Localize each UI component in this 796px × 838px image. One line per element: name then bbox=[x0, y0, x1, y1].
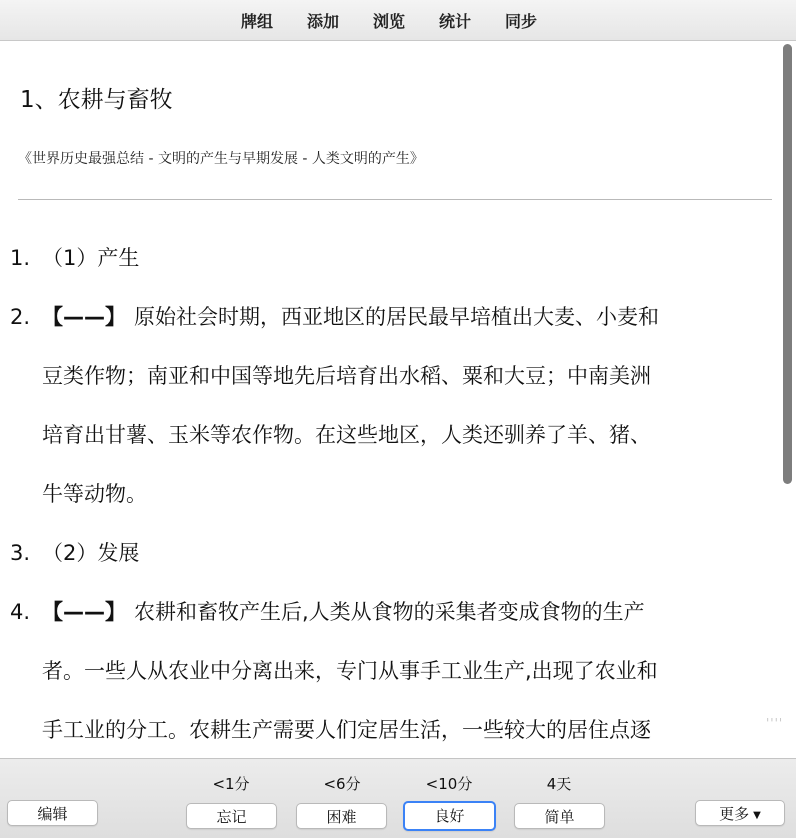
menu-decks[interactable]: 牌组 bbox=[240, 11, 273, 31]
list-item bbox=[10, 642, 775, 701]
menu-sync[interactable]: 同步 bbox=[505, 11, 538, 31]
menu-stats[interactable]: 统计 bbox=[439, 11, 472, 31]
cloze-bracket: 【——】 bbox=[42, 600, 126, 624]
review-bar bbox=[0, 758, 796, 838]
list-item bbox=[10, 229, 775, 288]
card-title: 1、农耕与畜牧 bbox=[20, 87, 173, 113]
list-number bbox=[10, 347, 42, 406]
list-number: 2. bbox=[10, 305, 31, 329]
interval-again: <1分 bbox=[212, 775, 250, 793]
list-item bbox=[10, 701, 775, 757]
list-item bbox=[10, 465, 775, 524]
card-content bbox=[0, 41, 784, 757]
chevron-down-icon: ▼ bbox=[753, 810, 761, 821]
list-item bbox=[10, 406, 775, 465]
more-button[interactable] bbox=[695, 800, 785, 826]
interval-hard: <6分 bbox=[323, 775, 361, 793]
again-button[interactable]: 忘记 bbox=[186, 803, 277, 829]
cloze-bracket: 【——】 bbox=[42, 305, 126, 329]
list-text: （2）发展 bbox=[42, 541, 140, 565]
list-text: （1）产生 bbox=[42, 246, 140, 270]
main-menu bbox=[224, 9, 554, 32]
answer-list bbox=[10, 229, 775, 757]
list-number: 4. bbox=[10, 600, 31, 624]
list-number: 1. bbox=[10, 246, 31, 270]
list-text: 培育出甘薯、玉米等农作物。在这些地区，人类还驯养了羊、猪、 bbox=[42, 423, 651, 447]
resize-grip-icon[interactable]: '''' bbox=[766, 716, 784, 730]
good-button[interactable]: 良好 bbox=[403, 801, 496, 831]
list-text: 【——】 农耕和畜牧产生后,人类从食物的采集者变成食物的生产 bbox=[42, 600, 645, 624]
question-answer-divider bbox=[18, 199, 772, 200]
list-number bbox=[10, 465, 42, 524]
list-number bbox=[10, 642, 42, 701]
scrollbar-thumb[interactable] bbox=[783, 44, 792, 484]
list-item bbox=[10, 524, 775, 583]
edit-button[interactable]: 编辑 bbox=[7, 800, 98, 826]
list-item bbox=[10, 288, 775, 347]
easy-button[interactable]: 简单 bbox=[514, 803, 605, 829]
menu-browse[interactable]: 浏览 bbox=[372, 11, 405, 31]
interval-easy: 4天 bbox=[546, 775, 572, 793]
list-number bbox=[10, 701, 42, 757]
interval-good: <10分 bbox=[425, 775, 473, 793]
vertical-scrollbar[interactable] bbox=[783, 44, 794, 754]
list-text: 【——】 原始社会时期，西亚地区的居民最早培植出大麦、小麦和 bbox=[42, 305, 659, 329]
list-item bbox=[10, 583, 775, 642]
list-text: 豆类作物；南亚和中国等地先后培育出水稻、粟和大豆；中南美洲 bbox=[42, 364, 651, 388]
list-text: 者。一些人从农业中分离出来，专门从事手工业生产,出现了农业和 bbox=[42, 659, 658, 683]
list-number bbox=[10, 406, 42, 465]
menu-add[interactable]: 添加 bbox=[306, 11, 339, 31]
card-source: 《世界历史最强总结 - 文明的产生与早期发展 - 人类文明的产生》 bbox=[18, 151, 424, 167]
hard-button[interactable]: 困难 bbox=[296, 803, 387, 829]
more-label: 更多 bbox=[719, 805, 750, 823]
top-menu-bar bbox=[0, 0, 796, 41]
list-number: 3. bbox=[10, 541, 31, 565]
list-text: 手工业的分工。农耕生产需要人们定居生活，一些较大的居住点逐 bbox=[42, 718, 651, 742]
list-text: 牛等动物。 bbox=[42, 482, 147, 506]
list-item bbox=[10, 347, 775, 406]
